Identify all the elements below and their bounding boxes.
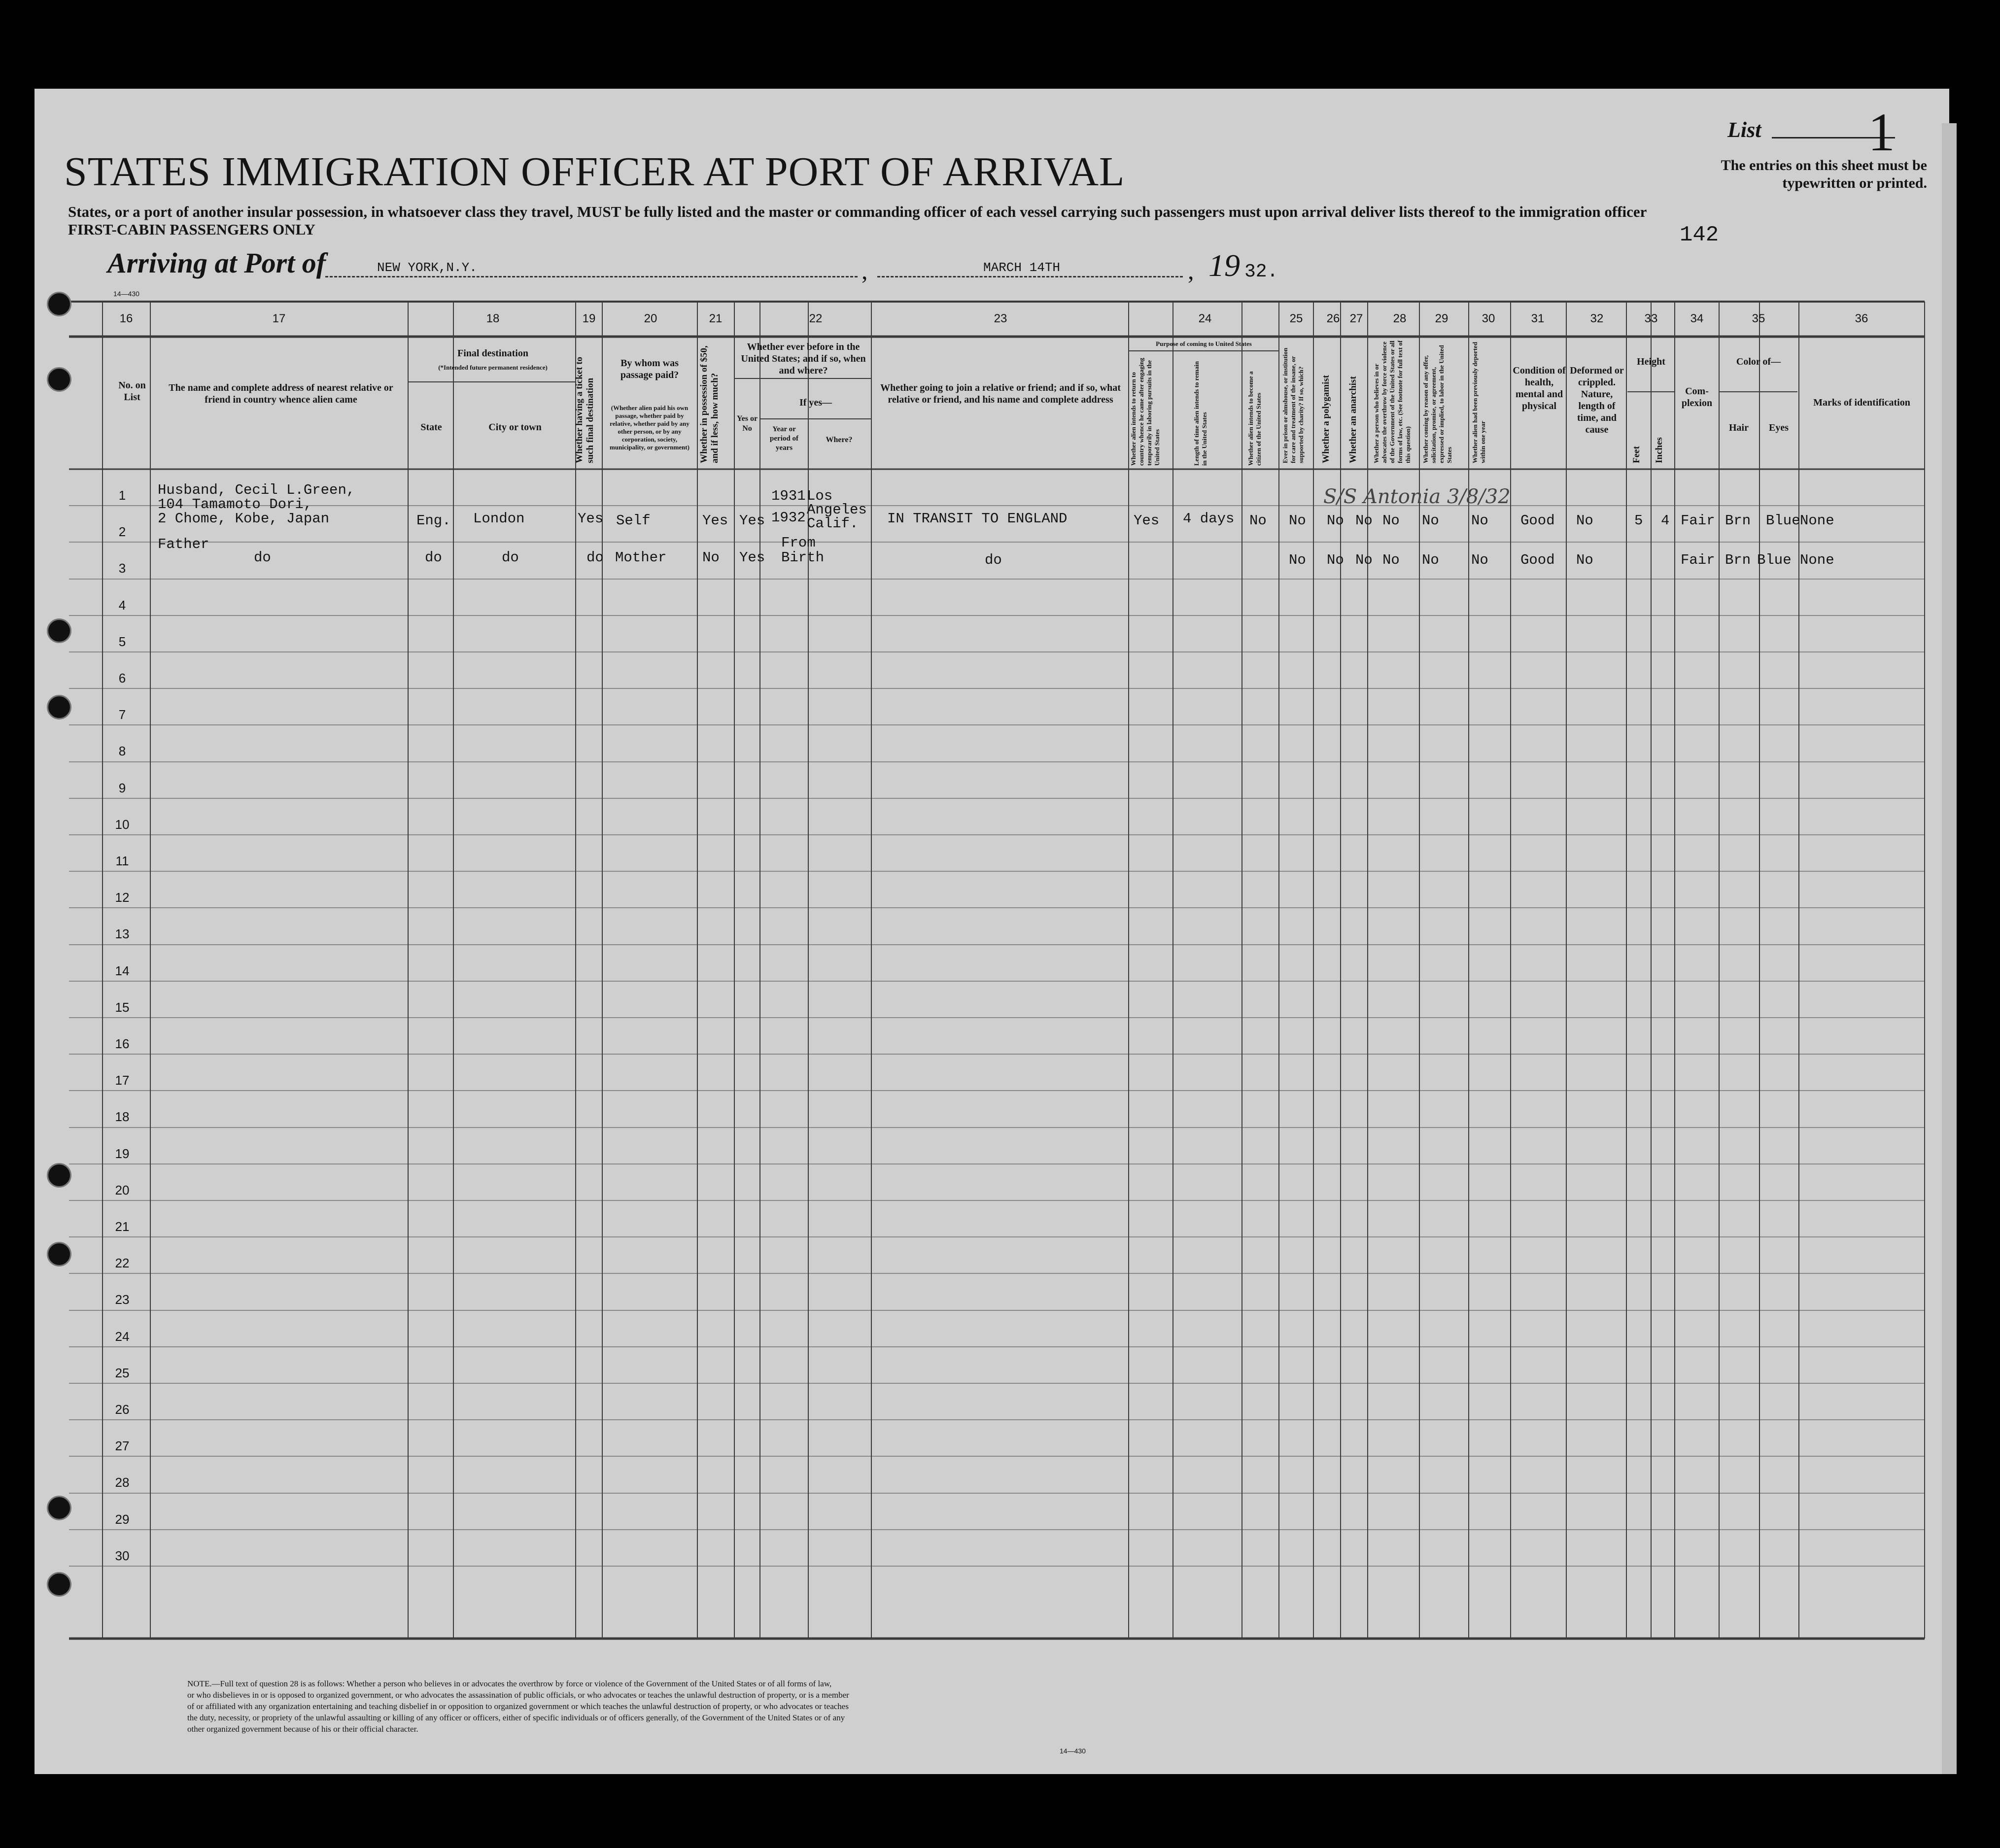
col-nearest-relative: The name and complete address of nearest relative or friend in country whence alien came — [169, 382, 393, 405]
row1-feet: 5 — [1634, 513, 1643, 529]
row-number: 12 — [115, 890, 130, 905]
col-paid-by: By whom was passage paid? — [620, 358, 679, 380]
col-height: Height — [1637, 356, 1665, 367]
row1-where-line2: Angeles — [807, 502, 867, 518]
row1-has-50: Yes — [702, 513, 728, 529]
col-if-yes: If yes— — [799, 397, 832, 408]
col-eyes: Eyes — [1769, 422, 1789, 433]
row-number: 17 — [115, 1073, 130, 1088]
punch-hole — [47, 1163, 71, 1188]
column-number: 28 — [1393, 312, 1407, 325]
column-number: 20 — [644, 312, 657, 325]
row2-deformed: No — [1576, 552, 1593, 568]
row2-relative-line2: do — [254, 549, 271, 566]
list-value: 1 — [1868, 102, 1895, 162]
col-paid-by-note: (Whether alien paid his own passage, whether paid by relative, whether paid by any other person, or by any corporation, society, municipality, or government) — [610, 404, 690, 451]
row2-hair: Brn — [1725, 552, 1751, 568]
col-yes-or-no: Yes or No — [736, 414, 758, 433]
row-number: 4 — [118, 598, 126, 613]
row-number: 9 — [118, 781, 126, 795]
row1-year-line1: 1931 — [771, 488, 806, 504]
row-number: 30 — [115, 1548, 130, 1563]
column-number: 34 — [1690, 312, 1704, 325]
row2-year-line2: Birth — [781, 549, 825, 566]
column-number: 36 — [1855, 312, 1868, 325]
row1-deported: No — [1471, 513, 1488, 529]
row-number: 27 — [115, 1438, 130, 1453]
list-label: List — [1727, 118, 1761, 142]
date-line — [877, 276, 1183, 277]
col-year-period: Year or period of years — [770, 425, 798, 452]
footnote: NOTE.—Full text of question 28 is as follows: Whether a person who believes in or advocates the overthrow by force or violence of the Government of the United States or of all forms of law, or who disbelieves in or is opposed to organized government, or who advocates the assassination of public officials, or who advocates or teaches the unlawful destruction of property, or is a member of or affiliated with any organization entertaining and teaching disbelief in or opposition to organized government or which teaches the unlawful destruction of property, or who advocates or teaches the duty, necessity, or propriety of the unlawful assaulting or killing of any officer or officers, either of specific individuals or of officers generally, of the Government of the United States or of any other organized government because of his or their official character. — [187, 1679, 849, 1734]
row1-offer: No — [1422, 513, 1439, 529]
row1-citizen: No — [1249, 513, 1267, 529]
row1-deformed: No — [1576, 513, 1593, 529]
row1-relative-line1: Husband, Cecil L.Green, — [158, 482, 355, 498]
punch-hole — [47, 292, 71, 316]
col-before-in-us: Whether ever before in the United States; and if so, when and where? — [741, 342, 866, 376]
row1-join: IN TRANSIT TO ENGLAND — [887, 511, 1068, 527]
col-offer: Whether coming by reason of any offer, solicitation, promise, or agreement, expressed or implied, to labor in the United States — [1422, 345, 1453, 463]
row2-complexion: Fair — [1681, 552, 1715, 568]
year-suffix: 32. — [1244, 261, 1278, 282]
punch-hole — [47, 1242, 71, 1266]
footnote-code: 14—430 — [1060, 1747, 1086, 1755]
port-line — [325, 276, 858, 277]
row-number: 25 — [115, 1366, 130, 1380]
row2-offer: No — [1422, 552, 1439, 568]
col-final-destination-note: (*Intended future permanent residence) — [438, 364, 548, 371]
row1-overthrow: No — [1382, 513, 1400, 529]
col-possession-50: Whether in possession of $50, and if less, how much? — [699, 345, 720, 463]
col-marks: Marks of identification — [1813, 397, 1910, 408]
row2-join: do — [985, 552, 1002, 568]
row1-relative-line3: 2 Chome, Kobe, Japan — [158, 511, 330, 527]
row2-city: do — [502, 549, 519, 566]
row1-where-line3: Calif. — [807, 515, 859, 532]
row1-before: Yes — [739, 513, 765, 529]
row2-polygamist: No — [1327, 552, 1344, 568]
sheet-number: 142 — [1680, 223, 1719, 247]
col-no-on-list: No. on List — [118, 380, 146, 403]
row-number: 2 — [118, 524, 126, 539]
row-number: 10 — [115, 817, 130, 832]
row-number: 15 — [115, 1000, 130, 1015]
column-number: 35 — [1752, 312, 1765, 325]
column-number: 21 — [709, 312, 723, 325]
row-number: 3 — [118, 561, 126, 576]
column-number: 19 — [582, 312, 596, 325]
col-city: City or town — [488, 422, 542, 433]
row-number: 5 — [118, 634, 126, 649]
col-anarchist: Whether an anarchist — [1348, 376, 1358, 463]
column-number: 17 — [272, 312, 286, 325]
row-number: 14 — [115, 963, 130, 978]
row-number: 16 — [115, 1036, 130, 1051]
form-code: 14—430 — [113, 290, 139, 298]
row-number: 11 — [115, 854, 129, 868]
row1-city: London — [473, 511, 525, 527]
row-number: 13 — [115, 926, 130, 941]
col-inches: Inches — [1654, 437, 1664, 463]
row1-complexion: Fair — [1681, 513, 1715, 529]
row1-return: Yes — [1134, 513, 1160, 529]
row2-has-50: No — [702, 549, 720, 566]
column-number: 22 — [809, 312, 823, 325]
col-deformed: Deformed or crippled. Nature, length of time, and cause — [1570, 365, 1624, 435]
row2-anarchist: No — [1355, 552, 1373, 568]
col-state: State — [420, 422, 442, 433]
row1-paid-by: Self — [616, 513, 651, 529]
col-feet: Feet — [1631, 446, 1642, 463]
form-instructions: States, or a port of another insular possession, in whatsoever class they travel, MUST be fully listed and the master or commanding officer of each vessel carrying such passengers must upon arrival deliver lists thereof to the immigration officer — [68, 203, 1647, 220]
row1-marks: None — [1800, 513, 1834, 529]
row2-overthrow: No — [1382, 552, 1400, 568]
row2-deported: No — [1471, 552, 1488, 568]
row-number: 22 — [115, 1256, 130, 1270]
punch-hole — [47, 618, 71, 643]
row-number: 23 — [115, 1292, 130, 1307]
column-number: 26 — [1326, 312, 1340, 325]
row2-relative-line1: Father — [158, 536, 209, 552]
row1-relative-line2: 104 Tamamoto Dori, — [158, 496, 312, 513]
port-value: NEW YORK,N.Y. — [377, 260, 477, 275]
row1-polygamist: No — [1327, 513, 1344, 529]
col-color-of: Color of— — [1736, 356, 1781, 367]
row2-marks: None — [1800, 552, 1834, 568]
row-number: 18 — [115, 1109, 130, 1124]
column-number: 27 — [1349, 312, 1363, 325]
row-number: 20 — [115, 1183, 130, 1198]
column-number: 16 — [119, 312, 133, 325]
column-number: 29 — [1435, 312, 1448, 325]
col-join-relative: Whether going to join a relative or friend; and if so, what relative or friend, and his name and complete address — [880, 382, 1121, 405]
col-hair: Hair — [1729, 422, 1749, 433]
row2-eyes: Blue — [1757, 552, 1792, 568]
col-polygamist: Whether a polygamist — [1321, 375, 1331, 463]
col-where: Where? — [826, 436, 853, 444]
col-prison: Ever in prison or almshouse, or institution for care and treatment of the insane, or supported by charity? If so, which? — [1281, 347, 1305, 463]
row-number: 1 — [118, 488, 126, 503]
arriving-label: Arriving at Port of — [107, 247, 326, 279]
row1-hair: Brn — [1725, 513, 1751, 529]
row1-state: Eng. — [416, 513, 451, 529]
row-number: 24 — [115, 1329, 130, 1344]
form-title: STATES IMMIGRATION OFFICER AT PORT OF ARRIVAL — [64, 149, 1125, 195]
row1-ticket: Yes — [578, 511, 604, 527]
row1-eyes: Blue — [1766, 513, 1800, 529]
row2-prison: No — [1289, 552, 1306, 568]
row-number: 26 — [115, 1402, 130, 1417]
col-complexion: Com-plexion — [1681, 386, 1713, 409]
punch-hole — [47, 695, 71, 719]
row2-paid-by: Mother — [615, 549, 667, 566]
row-number: 29 — [115, 1512, 130, 1527]
year-prefix: 19 — [1208, 248, 1240, 283]
row-number: 21 — [115, 1219, 130, 1234]
column-number: 18 — [486, 312, 500, 325]
col-purpose-length: Length of time alien intends to remain in the United States — [1193, 361, 1208, 466]
row2-health: Good — [1520, 552, 1555, 568]
col-ticket: Whether having a ticket to such final destination — [574, 356, 595, 463]
row1-where-line1: Los — [807, 488, 833, 504]
column-number: 32 — [1590, 312, 1604, 325]
column-number: 30 — [1482, 312, 1495, 325]
row2-state: do — [425, 549, 442, 566]
row-number: 7 — [118, 707, 126, 722]
cabin-class: FIRST-CABIN PASSENGERS ONLY — [68, 221, 315, 238]
col-purpose-return: Whether alien intends to return to country whence he came after engaging temporarily in laboring pursuits in the United States — [1130, 358, 1161, 466]
row1-prison: No — [1289, 513, 1306, 529]
col-health: Condition of health, mental and physical — [1513, 365, 1566, 411]
row1-length: 4 days — [1183, 511, 1235, 527]
date-value: MARCH 14TH — [983, 260, 1061, 275]
row-number: 6 — [118, 671, 126, 685]
column-number: 23 — [994, 312, 1007, 325]
separator: , — [862, 257, 868, 284]
row-number: 28 — [115, 1475, 130, 1490]
row1-inches: 4 — [1661, 513, 1670, 529]
row1-health: Good — [1520, 513, 1555, 529]
separator: , — [1188, 257, 1194, 284]
row-number: 19 — [115, 1146, 130, 1161]
row2-year-line1: From — [781, 535, 816, 551]
col-deported: Whether alien had been previously deported within one year — [1471, 342, 1486, 463]
handwritten-annotation: S/S Antonia 3/8/32 — [1323, 485, 1511, 508]
row2-ticket: do — [586, 549, 604, 566]
row1-year-line2: 1932 — [771, 510, 806, 526]
row2-before: Yes — [739, 549, 765, 566]
column-number: 25 — [1289, 312, 1303, 325]
punch-hole — [47, 1496, 71, 1520]
col-final-destination: Final destination — [457, 348, 528, 359]
col-purpose-citizen: Whether alien intends to become a citizen of the United States — [1247, 371, 1262, 466]
typewritten-note: The entries on this sheet must be typewritten or printed. — [1721, 157, 1927, 191]
punch-hole — [47, 1572, 71, 1597]
col-purpose: Purpose of coming to United States — [1156, 340, 1252, 347]
col-overthrow: Whether a person who believes in or advocates the overthrow by force or violence of the Government of the United States or all forms of law, etc. (See footnote for full text of this question) — [1373, 340, 1412, 463]
column-number: 33 — [1644, 312, 1658, 325]
row-number: 8 — [118, 744, 126, 758]
row1-anarchist: No — [1355, 513, 1373, 529]
punch-hole — [47, 367, 71, 392]
column-number: 24 — [1198, 312, 1212, 325]
column-number: 31 — [1531, 312, 1545, 325]
